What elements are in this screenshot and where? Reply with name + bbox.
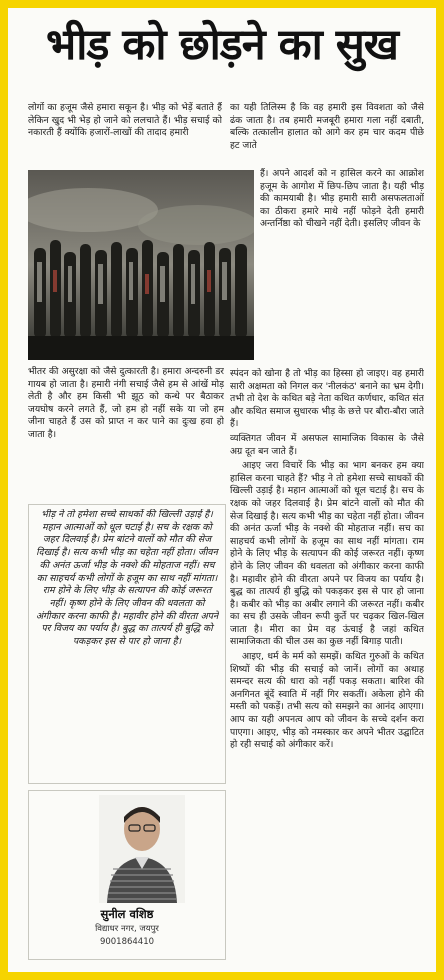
column-2-body [230, 368, 424, 962]
column-1-intro-text: लोगों का हजूम जैसे हमारा सकून है। भीड़ को भेड़ें बताते हैं लेकिन खुद भी भेड़ हो जाने को ललचाते हैं। भीड़ सचाई को नकारती हैं क्योंकि हजारों-लाखों की तादाद हमारी [28, 102, 222, 139]
crowd-painting-image [28, 170, 254, 360]
column-2-paragraph: आइए जरा विचारें कि भीड़ का भाग बनकर हम क्या हासिल करना चाहते हैं? भीड़ ने तो हमेशा सच्चे साधकों की खिल्ली उड़ाई है। महान आत्माओं को धूल चटाई है। सच के रक्षक को जहर दिलवाई है। प्रेम बांटने वालों को मौत की सेज दिखाई है। सत्य कभी भीड़ का चहेता नहीं होता। जीवन की अनंत ऊर्जा भीड़ के नक्शे की मोहताज नहीं। सच का साहचर्य कभी लोगों के हजूम का साथ नहीं मांगता। राम होने के लिए भीड़ के सत्यापन की कोई जरूरत नहीं। कृष्ण होने के लिए जीवन की धवलता को अंगीकार करना काफी है। महावीर होने की वीरता अपने पर विजय का पर्याय है। बुद्ध का तात्पर्य ही बुद्धि को पकड़कर इस से पार हो जाना है। कबीर को भीड़ का अबीर लगाने की जरूरत नहीं। कबीर का सच ही उसके जीवन रूपी कुर्ते पर चढ़कर खिल-खिल जाता है। मीरा का प्रेम वह ऊंचाई है जहां कथित सामाजिकता की चील उस का कुछ नहीं बिगाड़ पाती। [230, 460, 424, 648]
author-phone: 9001864410 [99, 937, 155, 947]
author-name: सुनील वशिष्ठ [100, 907, 154, 921]
newspaper-article [8, 8, 436, 972]
column-1-intro [28, 102, 222, 166]
headline: भीड़ को छोड़ने का सुख [46, 20, 398, 70]
column-1-body-text: भीतर की असुरक्षा को जैसे दुत्कारती है। हमारा अन्दरुनी डर गायब हो जाता है। हमारी नंगी सचाई जैसे हम से आंखें मोड़ लेती है और हम किसी भी झूठ को कन्धे पर बैठाकर जयघोष करने लगते हैं, जो हम हो नहीं सके या जो हम जीना चाहते हैं उस को प्राप्त न कर पाने का दुःख हवा हो जाता है। [28, 366, 224, 440]
column-2-side-paragraph: हैं। अपने आदर्श को न हासिल करने का आक्रोश हजूम के आगोश में छिप-छिप जाता है। यही भीड़ की कामयाबी है। भीड़ हमारी सारी असफलताओं का ठीकरा हमारे माथे नहीं फोड़ने देती हमारी अन्तर्निष्ठा को चीखने नहीं देती। इसलिए जीवन के [260, 168, 424, 230]
author-photo [99, 795, 185, 903]
column-2-intro-text: का यही तिलिस्म है कि वह हमारी इस विवशता को जैसे ढंक जाता है। तब हमारी मजबूरी हमारा गला नहीं दबाती, बल्कि तत्कालीन हालात को आगे कर हम चार कदम पीछे हट जाते [230, 102, 424, 151]
pull-quote-box [28, 504, 226, 784]
column-2-paragraph: आइए, धर्म के मर्म को समझें। कथित गुरुओं के कथित शिष्यों की भीड़ की सचाई को जानें। लोगों का अथाह समन्दर सत्य की धारा को नहीं पकड़ सकता। बारिश की अनगिनत बूंदें स्वाति में नहीं गिर सकतीं। अकेला होने की मस्ती को पकड़ें। तभी सत्य को समझने का आनंद आएगा। आप का यही अपनत्व आप को जीवन के सच्चे दर्शन करा पाएगा। आइए, भीड़ को नमस्कार कर अपने भीतर उद्घाटित हो रही सचाई को अंगीकार करें। [230, 651, 424, 751]
pull-quote-text: भीड़ ने तो हमेशा सच्चे साधकों की खिल्ली उड़ाई है। महान आत्माओं को धूल चटाई है। सच के रक्षक को जहर दिलवाई है। प्रेम बांटने वालों को मौत की सेज दिखाई है। सत्य कभी भीड़ का चहेता नहीं होता। जीवन की अनंत ऊर्जा भीड़ के नक्शे की मोहताज नहीं। सच का साहचर्य कभी लोगों के हजूम का साथ नहीं मांगता। राम होने के लिए भीड़ के सत्यापन की कोई जरूरत नहीं। कृष्ण होने के लिए जीवन की धवलता को अंगीकार करना काफी है। महावीर होने की वीरता अपने पर विजय का पर्याय है। बुद्ध का तात्पर्य ही बुद्धि को पकड़कर इस से पार हो जाना है। [35, 509, 219, 648]
column-2-intro [230, 102, 424, 166]
column-2-side-text [260, 168, 424, 364]
author-location: विद्याधर नगर, जयपुर [95, 924, 159, 934]
author-portrait-image [99, 795, 185, 903]
column-1-body [28, 366, 224, 494]
crowd-illustration [28, 170, 254, 360]
column-2-paragraph: स्पंदन को खोना है तो भीड़ का हिस्सा हो जाइए। वह हमारी सारी अक्षमता को निगल कर 'नीलकंठ' बनाने का भ्रम देगी। तभी तो देश के कथित बड़े नेता कथित कर्णधार, कथित संत और कथित समाज सुधारक भीड़ के छत्ते पर बौरा-बौरा जाते हैं। [230, 368, 424, 430]
column-2-paragraph: व्यक्तिगत जीवन में असफल सामाजिक विकास के जैसे अग्र दूत बन जाते हैं। [230, 432, 424, 457]
author-box [28, 790, 226, 960]
